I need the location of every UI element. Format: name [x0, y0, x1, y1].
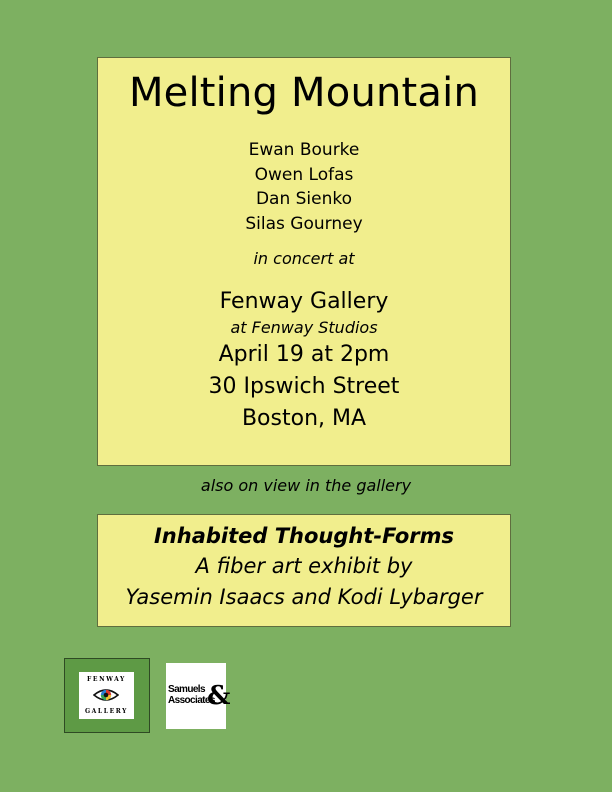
fenway-logo-panel	[79, 672, 134, 719]
concert-title: Melting Mountain	[128, 70, 480, 116]
concert-date: April 19 at 2pm	[218, 342, 390, 367]
musician-list	[98, 138, 510, 236]
samuels-logo-line2: Associates	[168, 695, 215, 706]
venue-subtitle: at Fenway Studios	[230, 318, 378, 337]
venue-city: Boston, MA	[241, 406, 367, 431]
ampersand-mark: &	[207, 681, 231, 711]
musician-name: Silas Gourney	[245, 213, 363, 234]
fenway-logo-bottom-text: GALLERY	[84, 708, 129, 715]
samuels-associates-logo	[166, 663, 231, 729]
fenway-gallery-logo	[64, 658, 150, 733]
exhibit-description: A fiber art exhibit by	[195, 554, 413, 578]
exhibit-artists: Yasemin Isaacs and Kodi Lybarger	[125, 585, 483, 609]
eye-icon	[93, 686, 119, 704]
venue-street: 30 Ipswich Street	[208, 374, 400, 399]
venue-name: Fenway Gallery	[219, 289, 389, 314]
musician-name: Dan Sienko	[255, 189, 353, 209]
exhibit-box	[97, 514, 511, 627]
concert-box	[97, 57, 511, 466]
musician-name: Owen Lofas	[254, 164, 354, 185]
exhibit-title: Inhabited Thought-Forms	[153, 524, 454, 548]
concert-intro: in concert at	[253, 249, 355, 268]
samuels-logo-line1: Samuels	[168, 684, 205, 695]
fenway-logo-top-text: FENWAY	[87, 676, 126, 683]
also-on-view-text: also on view in the gallery	[200, 476, 412, 495]
musician-name: Ewan Bourke	[248, 140, 360, 160]
